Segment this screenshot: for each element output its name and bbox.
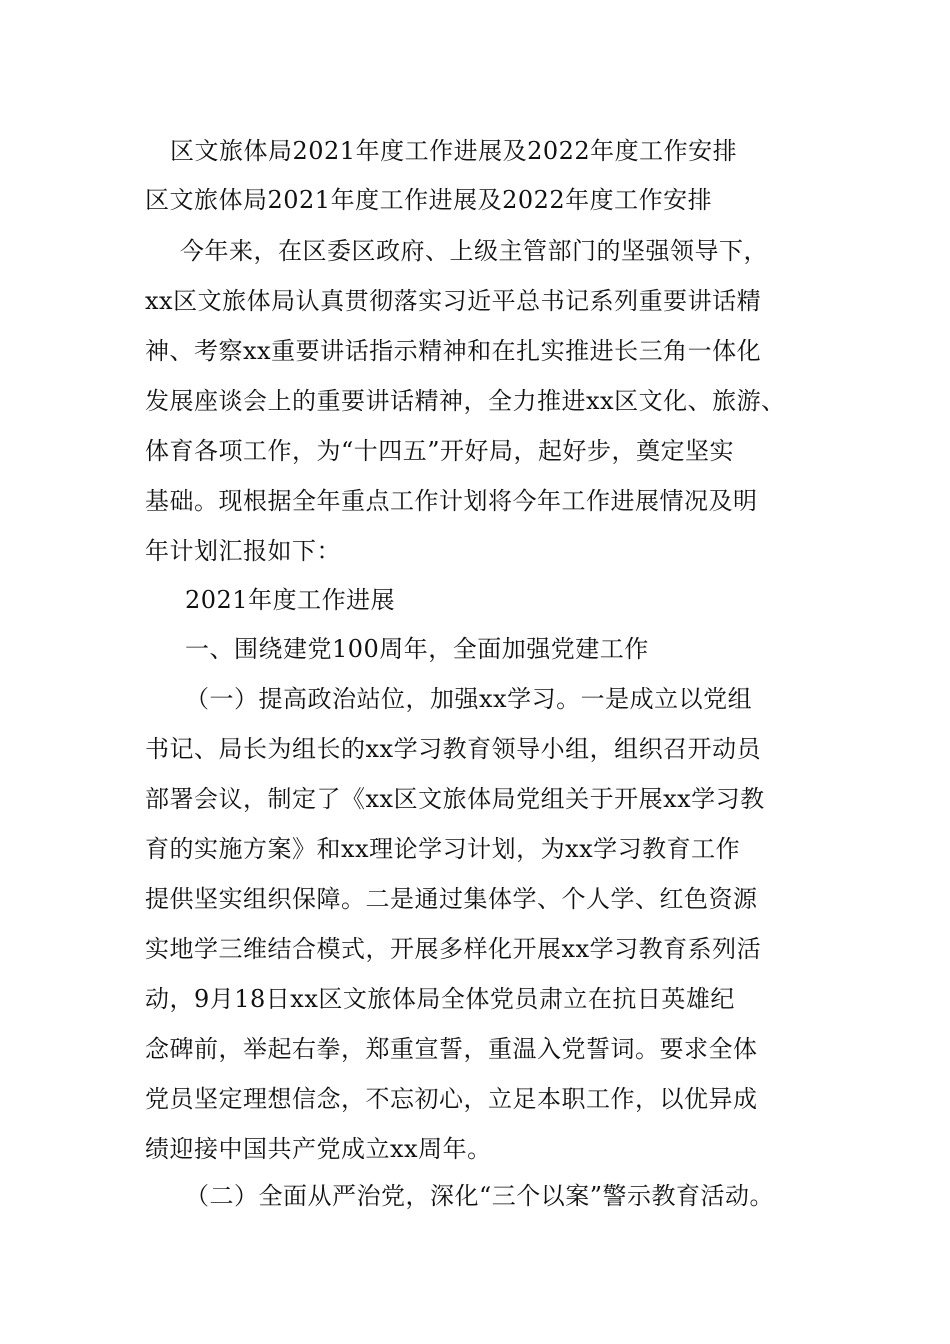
intro-line-6: 基础。现根据全年重点工作计划将今年工作进展情况及明	[145, 487, 758, 515]
item1-line-6: 实地学三维结合模式，开展多样化开展xx学习教育系列活	[145, 935, 762, 963]
subsection-heading: 一、围绕建党100周年，全面加强党建工作	[185, 635, 649, 663]
item1-line-10: 绩迎接中国共产党成立xx周年。	[145, 1135, 492, 1163]
document-title: 区文旅体局2021年度工作进展及2022年度工作安排	[145, 186, 713, 214]
intro-line-1: 今年来，在区委区政府、上级主管部门的坚强领导下，	[180, 237, 768, 265]
section-heading: 2021年度工作进展	[185, 586, 396, 614]
intro-line-4: 发展座谈会上的重要讲话精神，全力推进xx区文化、旅游、	[145, 387, 786, 415]
item1-line-2: 书记、局长为组长的xx学习教育领导小组，组织召开动员	[145, 735, 762, 763]
item1-line-8: 念碑前，举起右拳，郑重宣誓，重温入党誓词。要求全体	[145, 1035, 758, 1063]
item1-line-5: 提供坚实组织保障。二是通过集体学、个人学、红色资源	[145, 885, 758, 913]
item1-line-3: 部署会议，制定了《xx区文旅体局党组关于开展xx学习教	[145, 785, 765, 813]
item2-line-1: （二）全面从严治党，深化“三个以案”警示教育活动。	[185, 1182, 775, 1210]
intro-line-3: 神、考察xx重要讲话指示精神和在扎实推进长三角一体化	[145, 337, 762, 365]
intro-line-2: xx区文旅体局认真贯彻落实习近平总书记系列重要讲话精	[145, 287, 762, 315]
item1-line-4: 育的实施方案》和xx理论学习计划，为xx学习教育工作	[145, 835, 741, 863]
item1-line-9: 党员坚定理想信念，不忘初心，立足本职工作，以优异成	[145, 1085, 758, 1113]
document-title-repeat: 区文旅体局2021年度工作进展及2022年度工作安排	[170, 137, 738, 165]
intro-line-5: 体育各项工作，为“十四五”开好局，起好步，奠定坚实	[145, 437, 735, 465]
item1-line-1: （一）提高政治站位，加强xx学习。一是成立以党组	[185, 685, 753, 713]
intro-line-7: 年计划汇报如下：	[145, 537, 341, 565]
item1-line-7: 动，9月18日xx区文旅体局全体党员肃立在抗日英雄纪	[145, 985, 735, 1013]
